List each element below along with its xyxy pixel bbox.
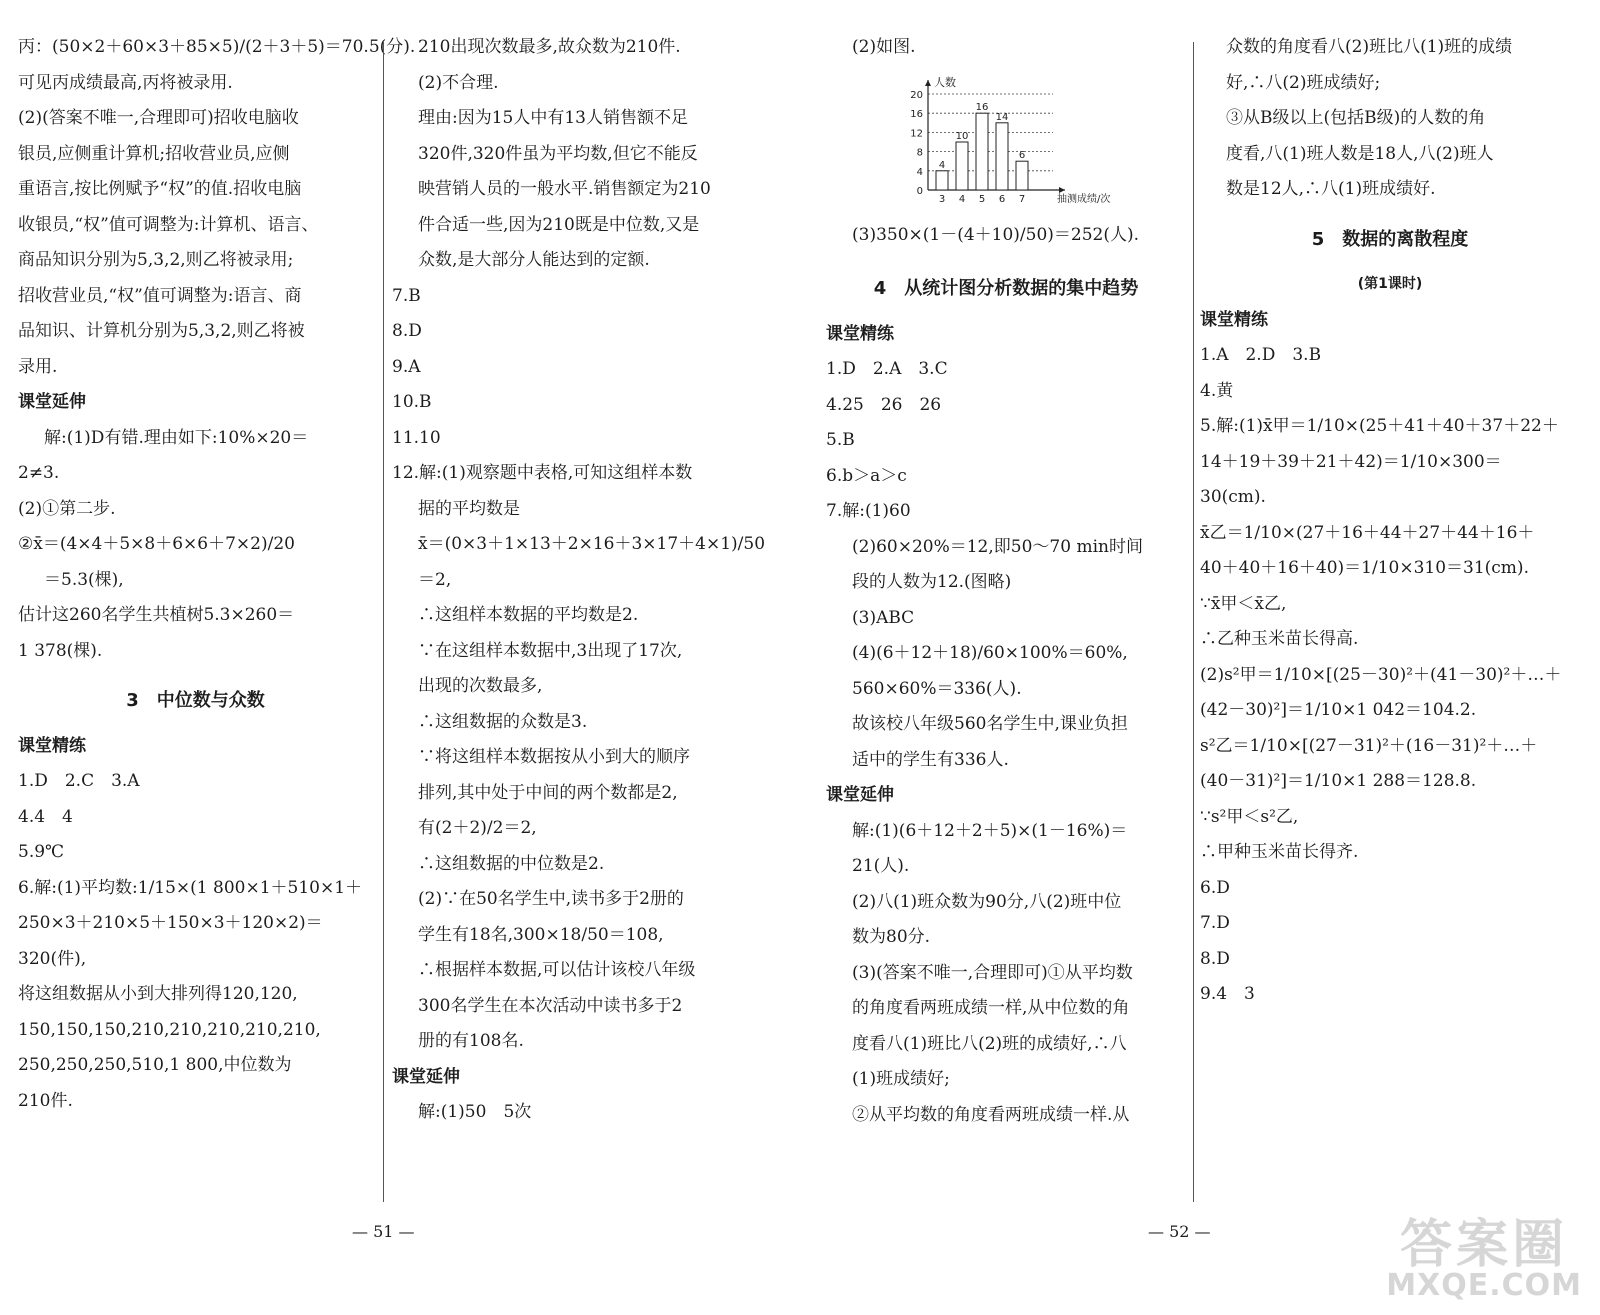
text-line: 8.D: [392, 321, 422, 341]
text-line: ∵将这组样本数据按从小到大的顺序: [418, 747, 690, 767]
text-line: ②从平均数的角度看两班成绩一样.从: [852, 1104, 1130, 1125]
x-tick-label: 7: [1018, 193, 1026, 205]
text-line: 21(人).: [852, 856, 910, 876]
text-line: ∵在这组样本数据中,3出现了17次,: [418, 640, 683, 661]
text-line: 银员,应侧重计算机;招收营业员,应侧: [18, 143, 290, 164]
text-line: ∴乙种玉米苗长得高.: [1200, 629, 1359, 649]
y-tick-label: 20: [910, 89, 923, 101]
lesson-subtitle: (第1课时): [1357, 276, 1423, 292]
watermark: [1386, 1215, 1582, 1303]
text-line: 9.A: [392, 356, 421, 377]
text-line: 11.10: [392, 427, 441, 448]
text-line: 数是12人,∴八(1)班成绩好.: [1226, 179, 1436, 199]
x-tick-label: 3: [938, 193, 946, 205]
y-tick-label: 8: [916, 147, 923, 159]
text-line: 7.B: [392, 285, 421, 306]
bar-value-label: 10: [955, 130, 969, 142]
text-line: ∴这组数据的中位数是2.: [418, 853, 605, 874]
column-2: [392, 30, 766, 1131]
text-line: 有(2＋2)/2＝2,: [418, 818, 537, 838]
x-tick-label: 5: [978, 193, 986, 205]
text-line: ②x̄＝(4×4＋5×8＋6×6＋7×2)/20: [18, 534, 295, 554]
watermark-url: MXQE.COM: [1386, 1268, 1582, 1303]
text-line: 10.B: [392, 392, 432, 412]
text-line: 1.D 2.C 3.A: [18, 771, 140, 791]
bar-value-label: 14: [995, 111, 1009, 123]
x-tick-label: 6: [998, 193, 1006, 205]
text-line: 学生有18名,300×18/50＝108,: [418, 924, 664, 945]
text-line: (2)60×20%＝12,即50～70 min时间: [852, 536, 1143, 557]
watermark-logo-text: 答案圈: [1400, 1215, 1569, 1275]
text-line: x̄乙＝1/10×(27＋16＋44＋27＋44＋16＋: [1200, 522, 1535, 543]
text-line: (2)如图.: [852, 37, 916, 57]
text-line: 210出现次数最多,故众数为210件.: [418, 37, 681, 57]
y-tick-label: 12: [910, 127, 923, 139]
section-heading: 课堂精练: [1200, 309, 1268, 330]
page-number-left: — 51 —: [352, 1222, 415, 1241]
column-divider: [383, 42, 384, 1202]
text-line: (3)(答案不唯一,合理即可)①从平均数: [852, 962, 1133, 983]
text-line: 12.解:(1)观察题中表格,可知这组样本数: [392, 463, 693, 483]
text-line: 解:(1)D有错.理由如下:10%×20＝: [44, 427, 309, 448]
text-line: 故该校八年级560名学生中,课业负担: [852, 714, 1128, 734]
text-line: 数为80分.: [852, 927, 931, 947]
text-line: s²乙＝1/10×[(27－31)²＋(16－31)²＋…＋: [1200, 735, 1538, 756]
text-line: 4.4 4: [18, 806, 73, 827]
text-line: 的角度看两班成绩一样,从中位数的角: [852, 998, 1130, 1018]
page-number-right: — 52 —: [1148, 1222, 1211, 1241]
column-divider: [1193, 42, 1194, 1202]
text-line: (2)不合理.: [418, 72, 499, 93]
chapter-title: 4 从统计图分析数据的集中趋势: [873, 278, 1139, 299]
text-line: 件合适一些,因为210既是中位数,又是: [418, 214, 700, 235]
text-line: 40＋40＋16＋40)＝1/10×310＝31(cm).: [1200, 558, 1529, 578]
text-line: 映营销人员的一般水平.销售额定为210: [418, 179, 711, 199]
x-axis-arrow: [1059, 187, 1065, 193]
text-line: ∴这组数据的众数是3.: [418, 711, 588, 732]
text-line: 度看八(1)班比八(2)班的成绩好,∴八: [852, 1033, 1127, 1054]
bar: [1016, 161, 1028, 190]
text-line: (2)s²甲＝1/10×[(25－30)²＋(41－30)²＋…＋: [1200, 664, 1562, 685]
bar: [976, 113, 988, 190]
text-line: ∵s²甲＜s²乙,: [1200, 806, 1299, 827]
text-line: 品知识、计算机分别为5,3,2,则乙将被: [18, 321, 305, 341]
text-line: 丙：(50×2＋60×3＋85×5)/(2＋3＋5)＝70.5(分).: [18, 37, 416, 57]
text-line: 14＋19＋39＋21＋42)＝1/10×300＝: [1200, 451, 1502, 472]
text-line: ∴这组样本数据的平均数是2.: [418, 605, 639, 625]
text-line: 排列,其中处于中间的两个数都是2,: [418, 782, 678, 803]
text-line: 解:(1)(6＋12＋2＋5)×(1－16%)＝: [852, 820, 1128, 841]
text-line: 适中的学生有336人.: [852, 749, 1009, 770]
text-line: 1.A 2.D 3.B: [1200, 345, 1322, 365]
text-line: 7.解:(1)60: [826, 501, 911, 521]
section-heading: 课堂精练: [826, 323, 894, 344]
text-line: 6.解:(1)平均数:1/15×(1 800×1＋510×1＋: [18, 877, 363, 898]
text-line: 8.D: [1200, 948, 1230, 969]
chapter-title: 5 数据的离散程度: [1311, 228, 1469, 250]
text-line: (42－30)²]＝1/10×1 042＝104.2.: [1200, 700, 1477, 720]
text-line: 5.B: [826, 430, 855, 450]
y-tick-label: 16: [910, 108, 923, 120]
text-line: 30(cm).: [1200, 487, 1266, 507]
y-axis-label: 人数: [934, 75, 956, 89]
column-3: [826, 30, 1186, 1133]
text-line: 7.D: [1200, 913, 1230, 933]
bar-value-label: 16: [975, 101, 989, 113]
text-line: (3)350×(1－(4＋10)/50)＝252(人).: [852, 224, 1140, 245]
text-line: x̄＝(0×3＋1×13＋2×16＋3×17＋4×1)/50: [418, 534, 766, 554]
text-line: 段的人数为12.(图略): [852, 572, 1012, 592]
text-line: (1)班成绩好;: [852, 1069, 950, 1089]
text-line: 册的有108名.: [418, 1031, 524, 1051]
text-line: 将这组数据从小到大排列得120,120,: [18, 984, 298, 1004]
text-line: 9.4 3: [1200, 984, 1255, 1004]
text-line: 2≠3.: [18, 463, 60, 483]
text-line: 4.黄: [1200, 380, 1234, 401]
text-line: 320件,320件虽为平均数,但它不能反: [418, 143, 698, 164]
text-line: ∵x̄甲＜x̄乙,: [1200, 593, 1287, 614]
y-tick-label: 4: [916, 166, 923, 178]
text-line: (2)∵在50名学生中,读书多于2册的: [418, 889, 684, 909]
text-line: (2)八(1)班众数为90分,八(2)班中位: [852, 891, 1122, 912]
bar-value-label: 4: [938, 159, 946, 171]
text-line: ＝5.3(棵),: [44, 569, 124, 590]
text-line: 解:(1)50 5次: [418, 1102, 532, 1122]
text-line: ＝2,: [418, 569, 452, 590]
text-line: ③从B级以上(包括B级)的人数的角: [1226, 108, 1486, 128]
text-line: 估计这260名学生共植树5.3×260＝: [18, 605, 295, 625]
bar: [956, 142, 968, 190]
text-line: 210件.: [18, 1090, 73, 1111]
text-line: 可见丙成绩最高,丙将被录用.: [18, 72, 233, 93]
x-axis-label: 抽测成绩/次: [1057, 193, 1111, 205]
text-line: 6.D: [1200, 877, 1230, 898]
text-line: 据的平均数是: [418, 498, 520, 519]
text-line: (2)(答案不唯一,合理即可)招收电脑收: [18, 108, 299, 128]
y-tick-label: 0: [916, 185, 923, 197]
text-line: 1 378(棵).: [18, 640, 103, 661]
text-line: 重语言,按比例赋予“权”的值.招收电脑: [18, 179, 302, 199]
text-line: 众数,是大部分人能达到的定额.: [418, 250, 650, 270]
column-4: [1200, 30, 1580, 1013]
text-line: (4)(6＋12＋18)/60×100%＝60%,: [852, 643, 1128, 663]
x-tick-label: 4: [958, 193, 966, 205]
text-line: 众数的角度看八(2)班比八(1)班的成绩: [1226, 37, 1513, 57]
text-line: 出现的次数最多,: [418, 676, 543, 696]
section-heading: 课堂延伸: [18, 392, 86, 412]
section-heading: 课堂延伸: [826, 785, 894, 805]
text-line: 收银员,“权”值可调整为:计算机、语言、: [18, 214, 319, 235]
text-line: 度看,八(1)班人数是18人,八(2)班人: [1226, 143, 1494, 164]
text-line: (2)①第二步.: [18, 498, 116, 519]
section-heading: 课堂延伸: [392, 1066, 460, 1087]
text-line: 招收营业员,“权”值可调整为:语言、商: [18, 285, 302, 306]
bar: [996, 122, 1008, 189]
text-line: 250,250,250,510,1 800,中位数为: [18, 1055, 292, 1075]
text-line: 4.25 26 26: [826, 394, 942, 415]
text-line: 理由:因为15人中有13人销售额不足: [418, 108, 688, 128]
text-line: (40－31)²]＝1/10×1 288＝128.8.: [1200, 771, 1477, 791]
text-line: 250×3＋210×5＋150×3＋120×2)＝: [18, 913, 323, 933]
text-line: 5.解:(1)x̄甲＝1/10×(25＋41＋40＋37＋22＋: [1200, 416, 1559, 436]
text-line: 好,∴八(2)班成绩好;: [1226, 72, 1381, 93]
text-line: 录用.: [18, 356, 58, 377]
text-line: ∴甲种玉米苗长得齐.: [1200, 842, 1359, 862]
text-line: 5.9℃: [18, 842, 65, 862]
y-axis-arrow: [925, 80, 931, 86]
bar-value-label: 6: [1018, 149, 1026, 161]
chapter-title: 3 中位数与众数: [126, 690, 265, 711]
histogram: [886, 68, 1111, 218]
text-line: 1.D 2.A 3.C: [826, 359, 948, 379]
text-line: (3)ABC: [852, 607, 915, 628]
bar: [936, 170, 948, 189]
text-line: 560×60%＝336(人).: [852, 678, 1022, 699]
text-line: ∴根据样本数据,可以估计该校八年级: [418, 960, 696, 980]
text-line: 150,150,150,210,210,210,210,210,: [18, 1019, 321, 1040]
text-line: 商品知识分别为5,3,2,则乙将被录用;: [18, 250, 294, 270]
section-heading: 课堂精练: [18, 735, 86, 756]
text-line: 6.b＞a＞c: [826, 465, 907, 486]
bar-chart: [886, 68, 1186, 218]
text-line: 300名学生在本次活动中读书多于2: [418, 995, 683, 1016]
text-line: 320(件),: [18, 948, 87, 969]
